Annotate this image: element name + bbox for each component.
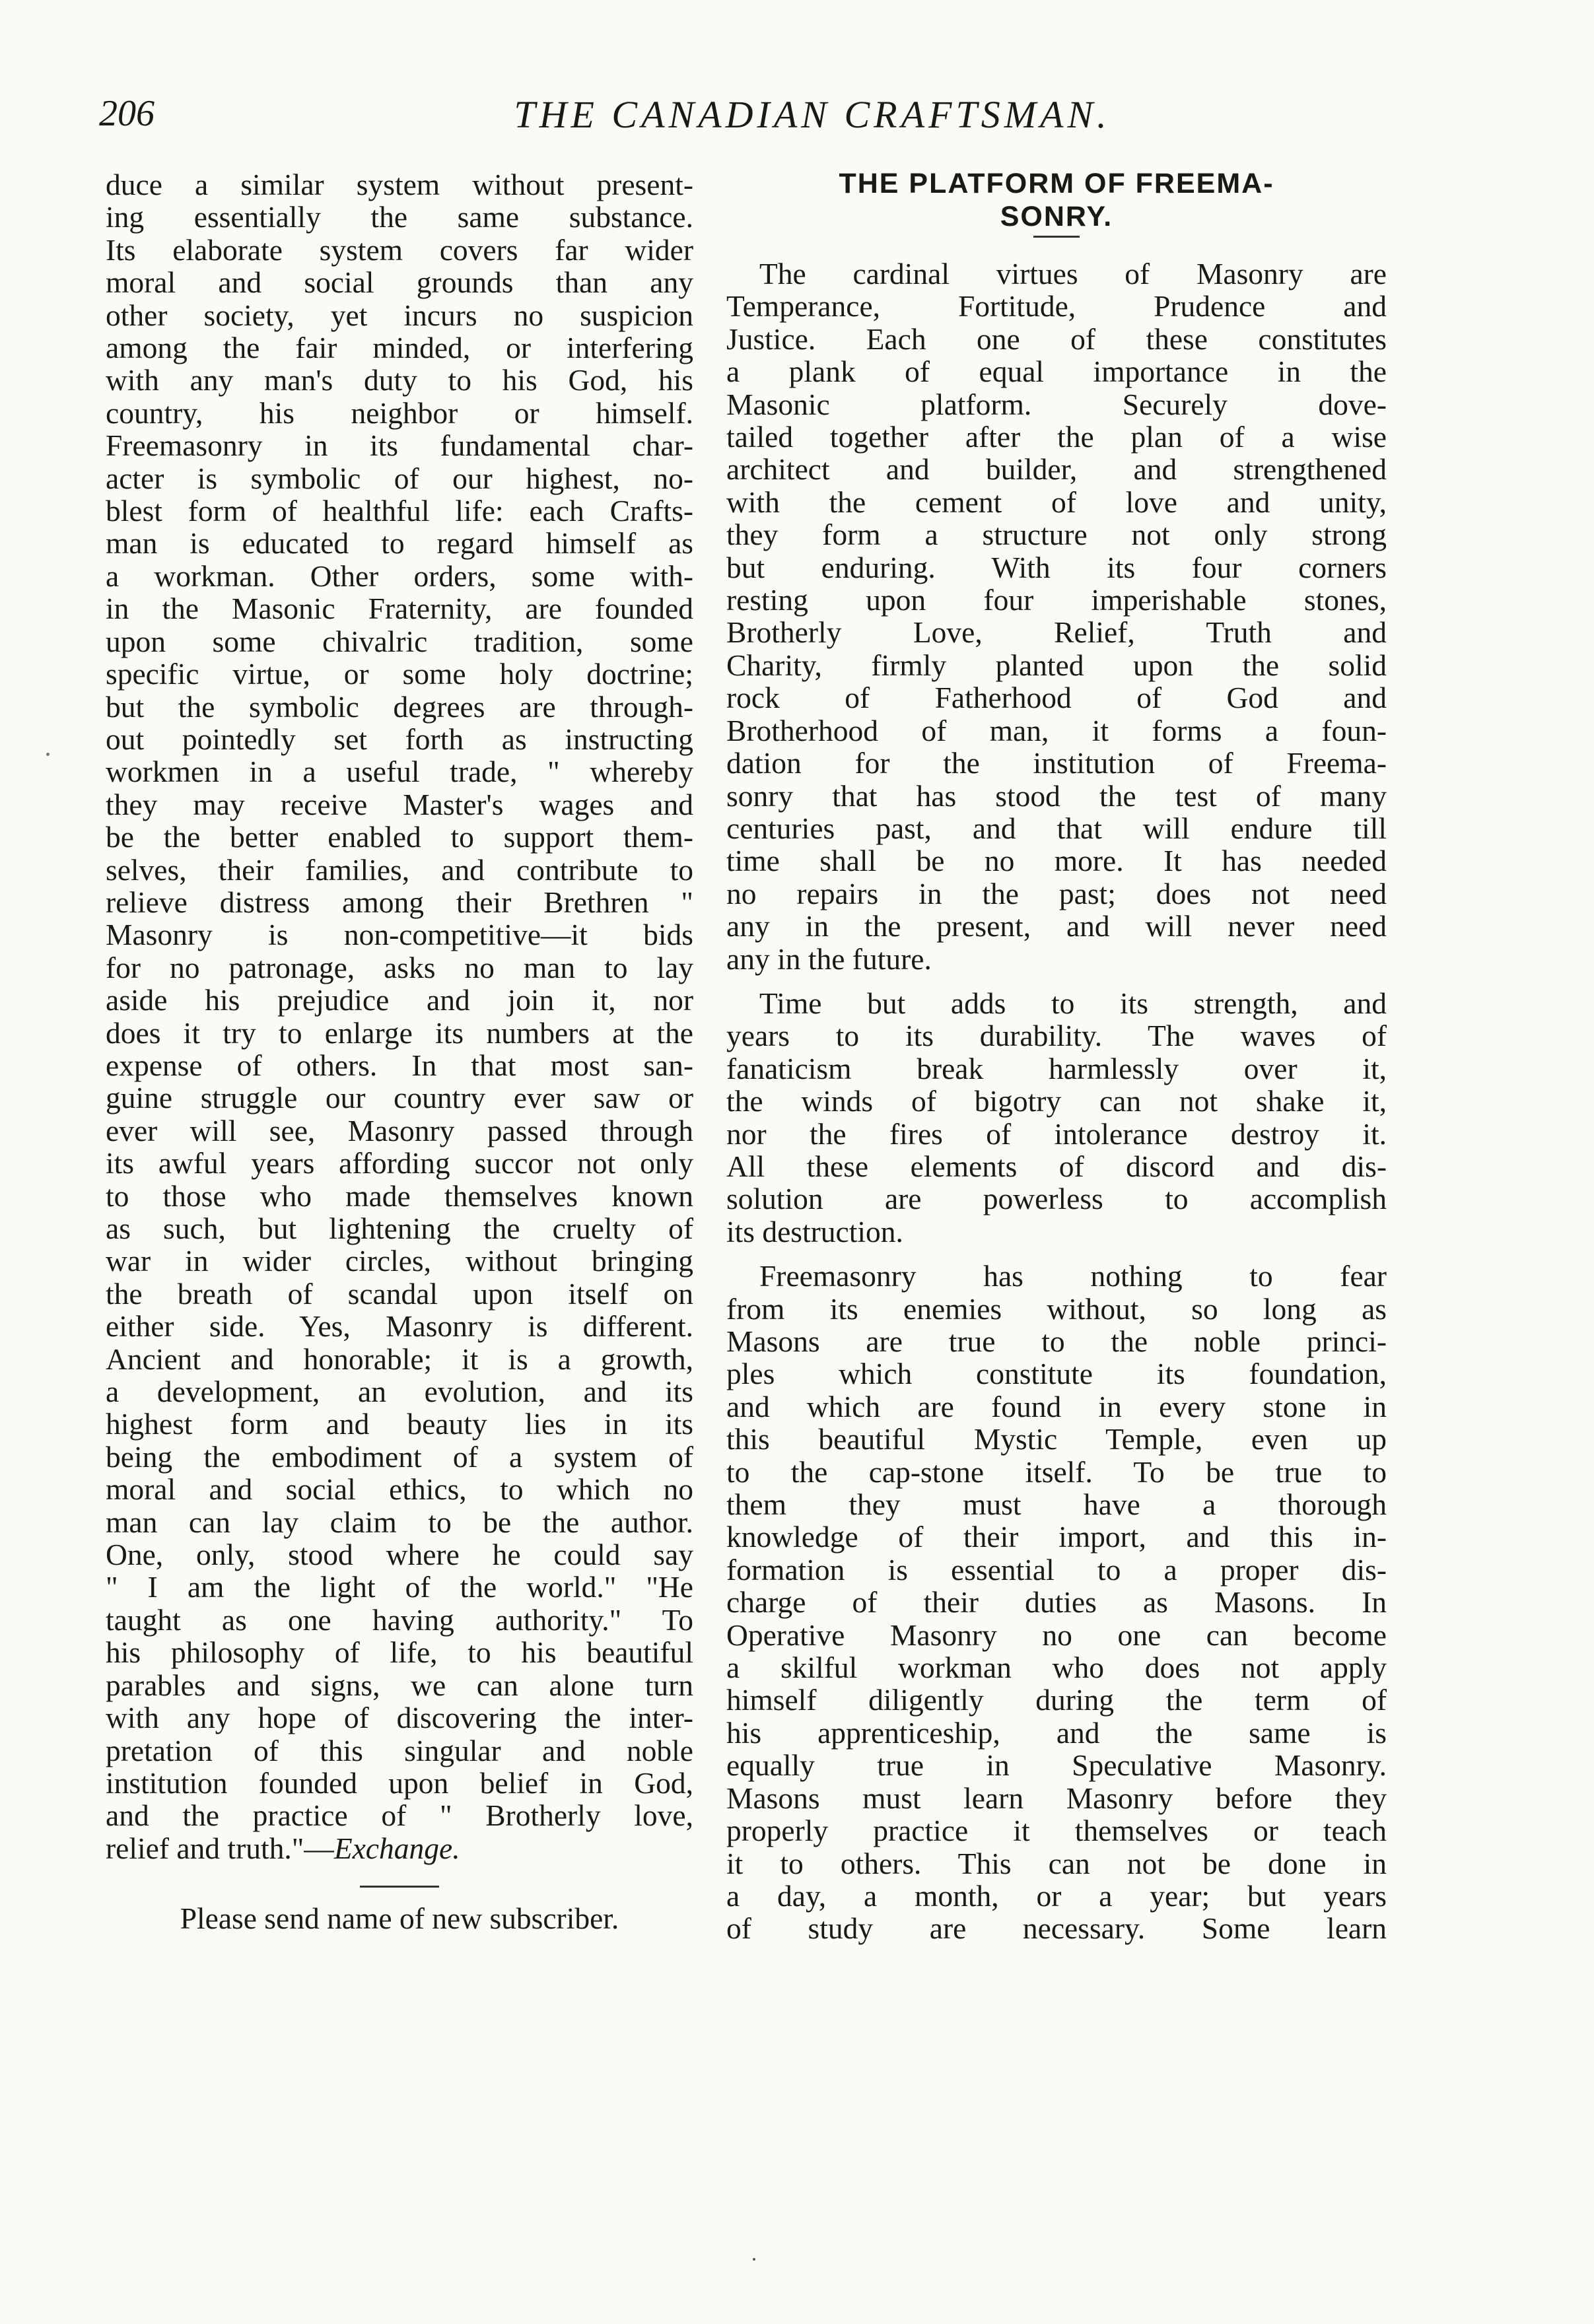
text-line: man can lay claim to be the author. [106, 1505, 693, 1539]
text-line: acter is symbolic of our highest, no- [106, 461, 693, 495]
title-rule [1033, 236, 1080, 238]
text-line: charge of their duties as Masons. In [726, 1585, 1387, 1620]
text-line: relieve distress among their Brethren " [106, 885, 693, 919]
left-column-text [106, 168, 693, 1832]
text-line: with the cement of love and unity, [726, 485, 1387, 519]
exchange-credit: Exchange. [333, 1831, 460, 1865]
text-line: country, his neighbor or himself. [106, 395, 693, 430]
text-line: dation for the institution of Freema- [726, 746, 1387, 780]
text-line: the winds of bigotry can not shake it, [726, 1084, 1387, 1118]
text-line: taught as one having authority." To [106, 1602, 693, 1637]
credit-lead: relief and truth."— [106, 1831, 334, 1865]
text-line: equally true in Speculative Masonry. [726, 1748, 1387, 1783]
text-line: tailed together after the plan of a wise [726, 420, 1387, 454]
page-number: 206 [99, 93, 155, 134]
text-line: Masonry is non-competitive—it bids [106, 918, 693, 952]
text-line: its awful years affording succor not only [106, 1146, 693, 1180]
text-line: solution are powerless to accomplish [726, 1182, 1387, 1216]
text-line: moral and social ethics, to which no [106, 1472, 693, 1507]
text-line: blest form of healthful life: each Crafts- [106, 494, 693, 528]
text-line: nor the fires of intolerance destroy it. [726, 1116, 1387, 1151]
text-line: guine struggle our country ever saw or [106, 1081, 693, 1115]
text-line: Freemasonry has nothing to fear [759, 1259, 1387, 1293]
text-line: years to its durability. The waves of [726, 1019, 1387, 1053]
text-line: but the symbolic degrees are through- [106, 689, 693, 724]
text-line: no repairs in the past; does not need [726, 876, 1387, 910]
text-line: either side. Yes, Masonry is different. [106, 1309, 693, 1344]
article-title-line-2: SONRY. [1000, 201, 1113, 232]
text-line: with any hope of discovering the inter- [106, 1701, 693, 1735]
text-line: his philosophy of life, to his beautiful [106, 1635, 693, 1670]
page-speck [753, 2258, 755, 2261]
text-line: as such, but lightening the cruelty of [106, 1212, 693, 1245]
text-line: war in wider circles, without bringing [106, 1244, 693, 1278]
text-line: a skilful workman who does not apply [726, 1651, 1387, 1685]
text-line: aside his prejudice and join it, nor [106, 983, 693, 1017]
text-line: being the embodiment of a system of [106, 1439, 693, 1474]
text-line: ever will see, Masonry passed through [106, 1113, 693, 1147]
text-line: his apprenticeship, and the same is [726, 1715, 1387, 1750]
text-line: for no patronage, asks no man to lay [106, 950, 693, 984]
text-line: duce a similar system without present- [106, 168, 693, 201]
text-line: and the practice of " Brotherly love, [106, 1798, 693, 1833]
right-column [726, 168, 1387, 1945]
text-line: they may receive Master's wages and [106, 787, 693, 821]
text-line: parables and signs, we can alone turn [106, 1668, 693, 1702]
text-line: expense of others. In that most san- [106, 1048, 693, 1082]
text-line: One, only, stood where he could say [106, 1538, 693, 1572]
text-line: rock of Fatherhood of God and [726, 681, 1387, 715]
text-line: Ancient and honorable; it is a growth, [106, 1342, 693, 1376]
article-title-line-1: THE PLATFORM OF FREEMA- [839, 168, 1274, 199]
page-header [99, 92, 1525, 145]
text-line: " I am the light of the world." "He [106, 1570, 693, 1604]
text-line: any in the future. [726, 941, 932, 976]
text-line [106, 1832, 693, 1864]
text-line: himself diligently during the term of [726, 1683, 1387, 1717]
text-line: moral and social grounds than any [106, 265, 693, 300]
text-line: it to others. This can not be done in [726, 1846, 1387, 1880]
article-paragraph-1 [726, 257, 1387, 975]
text-line: Its elaborate system covers far wider [106, 232, 693, 267]
text-line: Brotherhood of man, it forms a foun- [726, 713, 1387, 747]
text-line: they form a structure not only strong [726, 518, 1387, 552]
text-line: time shall be no more. It has needed [726, 844, 1387, 878]
text-line: Masonic platform. Securely dove- [726, 387, 1387, 421]
text-line: Masons must learn Masonry before they [726, 1781, 1387, 1815]
text-line: Brotherly Love, Relief, Truth and [726, 615, 1387, 650]
text-line: be the better enabled to support them- [106, 820, 693, 854]
text-line: fanaticism break harmlessly over it, [726, 1051, 1387, 1085]
running-head: THE CANADIAN CRAFTSMAN. [514, 93, 1111, 136]
text-line: man is educated to regard himself as [106, 526, 693, 561]
text-line: knowledge of their import, and this in- [726, 1520, 1387, 1554]
text-line: architect and builder, and strengthened [726, 452, 1387, 487]
text-line: Time but adds to its strength, and [759, 986, 1387, 1020]
paragraph-gap [726, 975, 1387, 987]
text-line: All these elements of discord and dis- [726, 1149, 1387, 1183]
text-line: with any man's duty to his God, his [106, 363, 693, 397]
subscriber-notice: Please send name of new subscriber. [180, 1901, 619, 1936]
article-paragraph-3 [726, 1260, 1387, 1945]
text-line: a workman. Other orders, some with- [106, 559, 693, 593]
text-line: to the cap-stone itself. To be true to [726, 1454, 1387, 1489]
text-line: Justice. Each one of these constitutes [726, 322, 1387, 356]
text-line: institution founded upon belief in God, [106, 1765, 693, 1800]
text-line: Charity, firmly planted upon the solid [726, 648, 1387, 682]
text-line: a development, an evolution, and its [106, 1375, 693, 1409]
text-line: other society, yet incurs no suspicion [106, 298, 693, 332]
text-line: Operative Masonry no one can become [726, 1618, 1387, 1652]
text-line: them they must have a thorough [726, 1487, 1387, 1522]
separator-rule [360, 1886, 439, 1888]
text-line: a day, a month, or a year; but years [726, 1878, 1387, 1913]
text-line: and which are found in every stone in [726, 1389, 1387, 1423]
text-line: out pointedly set forth as instructing [106, 722, 693, 756]
text-line: upon some chivalric tradition, some [106, 624, 693, 658]
text-line: in the Masonic Fraternity, are founded [106, 592, 693, 626]
text-line: Masons are true to the noble princi- [726, 1324, 1387, 1358]
text-line: any in the present, and will never need [726, 909, 1387, 943]
text-line: this beautiful Mystic Temple, even up [726, 1422, 1387, 1456]
text-line: Freemasonry in its fundamental char- [106, 428, 693, 463]
text-line: ples which constitute its foundation, [726, 1357, 1387, 1391]
text-line: its destruction. [726, 1214, 903, 1248]
text-line: formation is essential to a proper dis- [726, 1552, 1387, 1587]
text-line: sonry that has stood the test of many [726, 778, 1387, 813]
text-line: among the fair minded, or interfering [106, 331, 693, 365]
left-column [106, 168, 693, 1935]
text-line: Temperance, Fortitude, Prudence and [726, 289, 1387, 324]
text-line: highest form and beauty lies in its [106, 1407, 693, 1441]
text-line: selves, their families, and contribute to [106, 852, 693, 887]
text-line: to those who made themselves known [106, 1179, 693, 1213]
text-line: of study are necessary. Some learn [726, 1911, 1387, 1946]
paragraph-gap [726, 1248, 1387, 1260]
text-line: a plank of equal importance in the [726, 355, 1387, 389]
text-line: specific virtue, or some holy doctrine; [106, 657, 693, 691]
text-line: the breath of scandal upon itself on [106, 1276, 693, 1311]
text-line: from its enemies without, so long as [726, 1291, 1387, 1326]
text-line: does it try to enlarge its numbers at the [106, 1015, 693, 1050]
text-line: ing essentially the same substance. [106, 200, 693, 234]
text-line: but enduring. With its four corners [726, 550, 1387, 584]
text-line: The cardinal virtues of Masonry are [759, 257, 1387, 290]
article-paragraph-2 [726, 987, 1387, 1248]
page-speck [46, 753, 50, 756]
text-line: workmen in a useful trade, " whereby [106, 755, 693, 789]
text-line: pretation of this singular and noble [106, 1733, 693, 1767]
text-line: centuries past, and that will endure till [726, 811, 1387, 845]
text-line: properly practice it themselves or teach [726, 1814, 1387, 1848]
text-line: resting upon four imperishable stones, [726, 583, 1387, 617]
